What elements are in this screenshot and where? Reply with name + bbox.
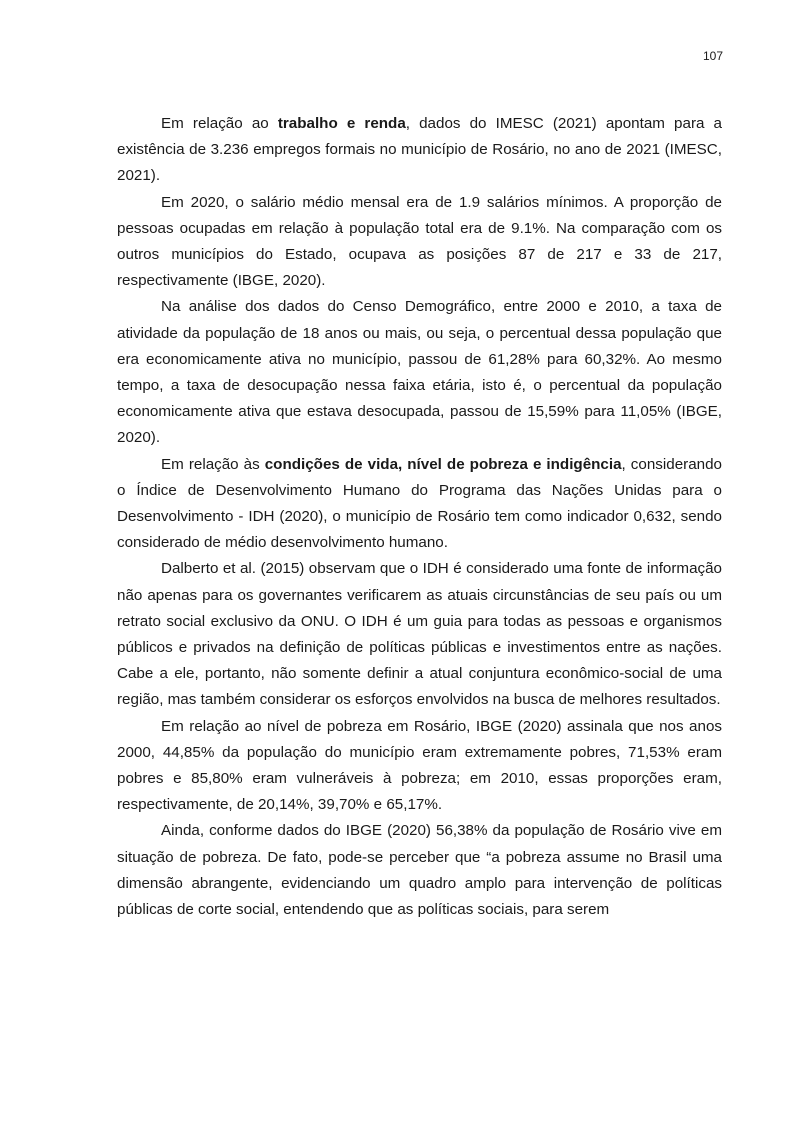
paragraph-situacao-pobreza: Ainda, conforme dados do IBGE (2020) 56,38% da população de Rosário vive em situação de pobreza. De fato, pode-se perceber que “a pobreza assume no Brasil uma dimensão abrangente, evidenciando um quadro amplo para intervenção de políticas públicas de corte social, entendendo que as políticas sociais, para serem (117, 822, 722, 919)
bold-term: condições de vida, nível de pobreza e indigência (264, 455, 622, 473)
paragraph-text: Em relação ao (161, 115, 278, 132)
paragraph-salario: Em 2020, o salário médio mensal era de 1.9 salários mínimos. A proporção de pessoas ocupadas em relação à população total era de 9.1%. Na comparação com os outros municípios do Estado, ocupava as posições 87 de 217 e 33 de 217, respectivamente (IBGE, 2020). (117, 193, 722, 290)
bold-term: trabalho e renda (277, 115, 406, 132)
paragraph-trabalho-renda (117, 111, 722, 190)
paragraph-text: Em relação às (161, 455, 265, 473)
body-text (117, 111, 722, 923)
paragraph-pobreza: Em relação ao nível de pobreza em Rosário, IBGE (2020) assinala que nos anos 2000, 44,85% da população do município eram extremamente pobres, 71,53% eram pobres e 85,80% eram vulneráveis à pobreza; em 2010, essas proporções eram, respectivamente, de 20,14%, 39,70% e 65,17%. (117, 717, 722, 814)
paragraph-condicoes-vida (117, 452, 722, 557)
paragraph-idh: Dalberto et al. (2015) observam que o IDH é considerado uma fonte de informação não apenas para os governantes verificarem as atuais circunstâncias de seu país ou um retrato social exclusivo da ONU. O IDH é um guia para todas as pessoas e organismos públicos e privados na definição de políticas públicas e investimentos entre as nações. Cabe a ele, portanto, não somente definir a atual conjuntura econômico-social de uma região, mas também considerar os esforços envolvidos na busca de melhores resultados. (117, 560, 722, 709)
paragraph-censo: Na análise dos dados do Censo Demográfico, entre 2000 e 2010, a taxa de atividade da população de 18 anos ou mais, ou seja, o percentual dessa população que era economicamente ativa no município, passou de 61,28% para 60,32%. Ao mesmo tempo, a taxa de desocupação nessa faixa etária, isto é, o percentual da população economicamente ativa que estava desocupada, passou de 15,59% para 11,05% (IBGE, 2020). (117, 298, 722, 447)
paragraph-text: , dados do IMESC (2021) apontam para a existência de 3.236 empregos formais no município de Rosário, no ano de 2021 (IMESC, 2021). (117, 115, 723, 185)
page-number: 107 (702, 49, 723, 63)
paragraph-text: , considerando o Índice de Desenvolvimento Humano do Programa das Nações Unidas para o Desenvolvimento - IDH (2020), o município de Rosário tem como indicador 0,632, sendo considerado de médio desenvolvimento humano. (117, 455, 722, 552)
